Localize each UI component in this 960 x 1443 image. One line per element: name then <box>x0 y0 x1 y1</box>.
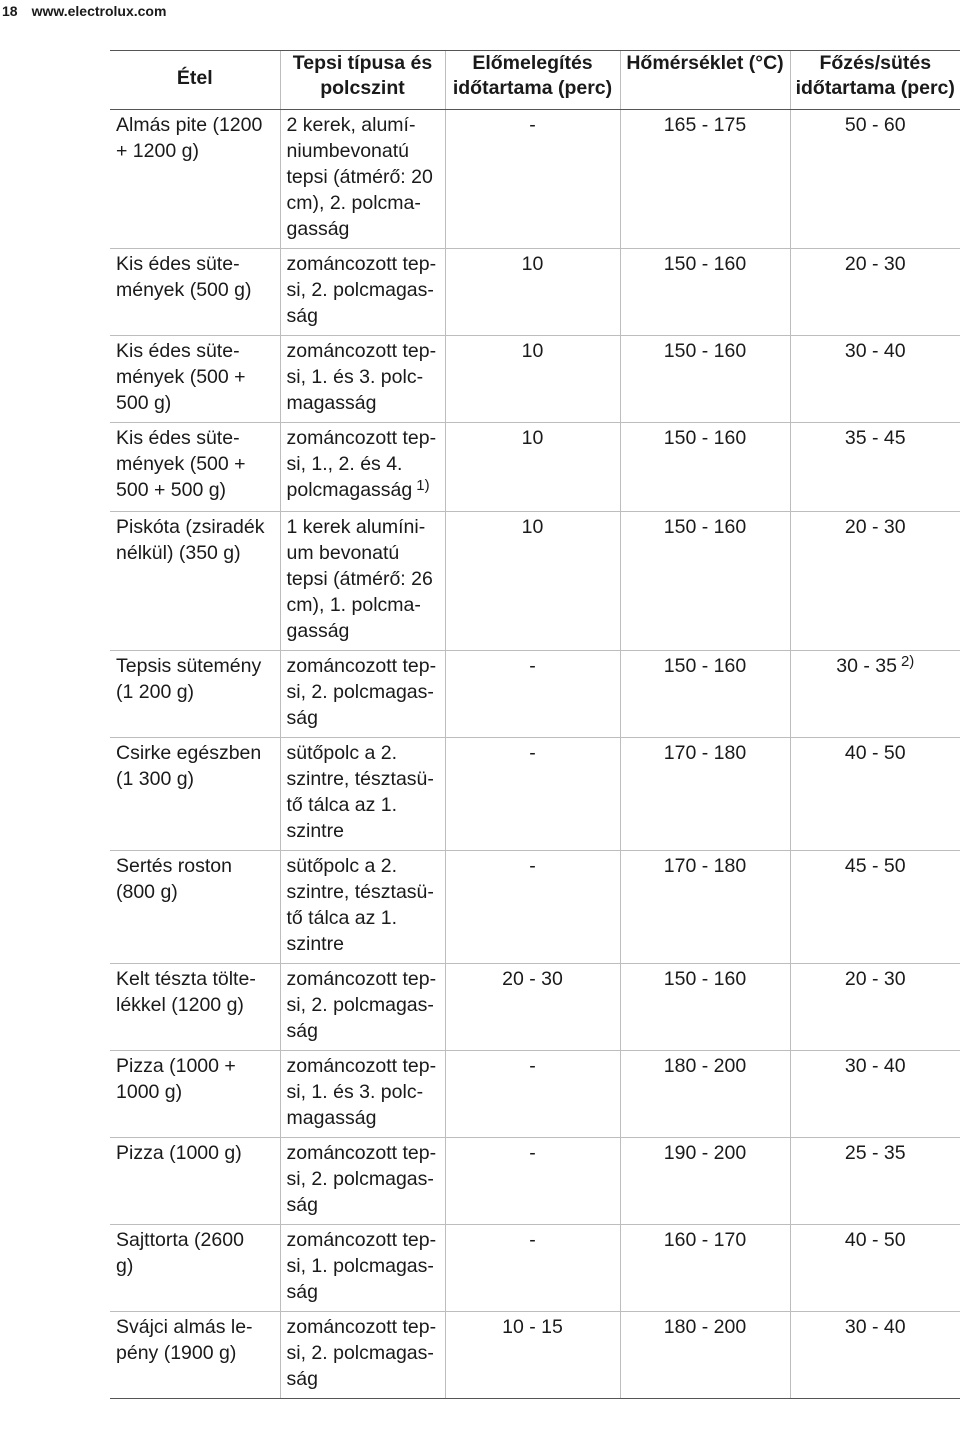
tray-cell <box>280 1138 445 1225</box>
preheat-cell <box>445 651 620 738</box>
temperature-cell <box>620 110 790 249</box>
time-cell <box>790 336 960 423</box>
preheat-cell-text: 10 <box>521 253 544 275</box>
tray-cell <box>280 651 445 738</box>
tray-cell <box>280 423 445 512</box>
temperature-cell <box>620 512 790 651</box>
preheat-cell <box>445 249 620 336</box>
footnote-marker: 2) <box>900 653 915 670</box>
table-row <box>110 651 960 738</box>
time-cell <box>790 1138 960 1225</box>
time-cell <box>790 1312 960 1399</box>
table-row <box>110 110 960 249</box>
temperature-cell-text: 170 - 180 <box>663 855 747 877</box>
column-header-temperature: Hőmérséklet (°C) <box>620 51 790 110</box>
preheat-cell-text: 10 <box>521 516 544 538</box>
preheat-cell-text: 10 - 15 <box>502 1316 563 1338</box>
column-header-food: Étel <box>110 51 280 110</box>
table-row <box>110 336 960 423</box>
table-header-row <box>110 51 960 110</box>
preheat-cell <box>445 110 620 249</box>
preheat-cell-text: - <box>529 1142 536 1164</box>
food-cell <box>110 1312 280 1399</box>
tray-cell <box>280 110 445 249</box>
table-row <box>110 1312 960 1399</box>
time-cell-text: 40 - 50 <box>844 742 906 764</box>
preheat-cell-text: - <box>529 655 536 677</box>
time-cell <box>790 1225 960 1312</box>
temperature-cell-text: 150 - 160 <box>663 253 747 275</box>
tray-cell-text: zománcozott tep- si, 2. polcmagas- ság <box>286 253 437 327</box>
preheat-cell-text: - <box>529 1229 536 1251</box>
time-cell <box>790 512 960 651</box>
tray-cell <box>280 336 445 423</box>
column-header-preheat: Előmelegítés időtartama (perc) <box>445 51 620 110</box>
preheat-cell <box>445 1138 620 1225</box>
temperature-cell <box>620 423 790 512</box>
website-url: www.electrolux.com <box>31 3 167 19</box>
preheat-cell-text: 10 <box>521 427 544 449</box>
temperature-cell-text: 160 - 170 <box>663 1229 747 1251</box>
food-cell <box>110 336 280 423</box>
tray-cell <box>280 1312 445 1399</box>
preheat-cell-text: - <box>529 114 536 136</box>
table-row <box>110 1051 960 1138</box>
time-cell-text: 25 - 35 <box>844 1142 906 1164</box>
time-cell-text: 35 - 45 <box>844 427 906 449</box>
time-cell-text: 30 - 40 <box>844 1055 906 1077</box>
tray-cell <box>280 1051 445 1138</box>
table-row <box>110 1138 960 1225</box>
food-cell <box>110 1051 280 1138</box>
tray-cell-text: sütőpolc a 2. szintre, tésztasü- tő tálca az 1. szintre <box>286 742 434 842</box>
preheat-cell-text: 20 - 30 <box>502 968 563 990</box>
food-cell <box>110 110 280 249</box>
time-cell-text: 20 - 30 <box>844 253 906 275</box>
temperature-cell <box>620 249 790 336</box>
tray-cell-text: zománcozott tep- si, 2. polcmagas- ság <box>286 1316 437 1390</box>
table-row <box>110 423 960 512</box>
food-cell-text: Kis édes süte- mények (500 g) <box>116 253 252 301</box>
table-row <box>110 249 960 336</box>
temperature-cell <box>620 851 790 964</box>
time-cell <box>790 964 960 1051</box>
preheat-cell <box>445 738 620 851</box>
tray-cell-text: zománcozott tep- si, 2. polcmagas- ság <box>286 655 437 729</box>
preheat-cell-text: 10 <box>521 340 544 362</box>
tray-cell <box>280 1225 445 1312</box>
food-cell-text: Csirke egészben (1 300 g) <box>116 742 262 790</box>
tray-cell <box>280 964 445 1051</box>
time-cell-text: 30 - 40 <box>844 1316 906 1338</box>
food-cell <box>110 738 280 851</box>
preheat-cell <box>445 1051 620 1138</box>
time-cell-text: 20 - 30 <box>844 516 906 538</box>
food-cell <box>110 1138 280 1225</box>
temperature-cell-text: 150 - 160 <box>663 427 747 449</box>
tray-cell-text: zománcozott tep- si, 2. polcmagas- ság <box>286 968 437 1042</box>
time-cell <box>790 851 960 964</box>
time-cell <box>790 1051 960 1138</box>
food-cell-text: Piskóta (zsiradék nélkül) (350 g) <box>116 516 265 564</box>
temperature-cell <box>620 964 790 1051</box>
time-cell-text: 45 - 50 <box>844 855 906 877</box>
food-cell <box>110 249 280 336</box>
food-cell <box>110 851 280 964</box>
temperature-cell-text: 170 - 180 <box>663 742 747 764</box>
table-row <box>110 964 960 1051</box>
tray-cell-text: 2 kerek, alumí- niumbevonatú tepsi (átmérő: 20 cm), 2. polcma- gasság <box>286 114 433 240</box>
time-cell-text: 30 - 40 <box>844 340 906 362</box>
tray-cell-text: zománcozott tep- si, 1. és 3. polc- magasság <box>286 1055 437 1129</box>
preheat-cell-text: - <box>529 742 536 764</box>
time-cell <box>790 249 960 336</box>
table-row <box>110 851 960 964</box>
food-cell <box>110 423 280 512</box>
preheat-cell <box>445 1225 620 1312</box>
table-row <box>110 1225 960 1312</box>
food-cell <box>110 512 280 651</box>
preheat-cell <box>445 964 620 1051</box>
food-cell-text: Pizza (1000 + 1000 g) <box>116 1055 236 1103</box>
temperature-cell-text: 150 - 160 <box>663 340 747 362</box>
footnote-marker: 1) <box>416 477 430 494</box>
temperature-cell-text: 180 - 200 <box>663 1316 747 1338</box>
food-cell-text: Kelt tészta tölte- lékkel (1200 g) <box>116 968 256 1016</box>
tray-cell-text: zománcozott tep- si, 2. polcmagas- ság <box>286 1142 437 1216</box>
tray-cell-text: zománcozott tep- si, 1. és 3. polc- magasság <box>286 340 437 414</box>
page-header <box>0 0 166 22</box>
food-cell-text: Sertés roston (800 g) <box>116 855 232 903</box>
tray-cell-text: sütőpolc a 2. szintre, tésztasü- tő tálca az 1. szintre <box>286 855 434 955</box>
food-cell-text: Kis édes süte- mények (500 + 500 g) <box>116 340 246 414</box>
time-cell-text: 20 - 30 <box>844 968 906 990</box>
preheat-cell <box>445 1312 620 1399</box>
food-cell-text: Kis édes süte- mények (500 + 500 + 500 g) <box>116 427 246 501</box>
food-cell-text: Almás pite (1200 + 1200 g) <box>116 114 263 162</box>
preheat-cell-text: - <box>529 855 536 877</box>
food-cell-text: Sajttorta (2600 g) <box>116 1229 244 1277</box>
food-cell <box>110 1225 280 1312</box>
time-cell <box>790 423 960 512</box>
tray-cell-text: 1 kerek alumíni- um bevonatú tepsi (átmérő: 26 cm), 1. polcma- gasság <box>286 516 433 642</box>
time-cell <box>790 651 960 738</box>
temperature-cell <box>620 336 790 423</box>
temperature-cell-text: 190 - 200 <box>663 1142 747 1164</box>
temperature-cell <box>620 1138 790 1225</box>
preheat-cell <box>445 512 620 651</box>
time-cell <box>790 738 960 851</box>
time-cell <box>790 110 960 249</box>
preheat-cell <box>445 851 620 964</box>
column-header-tray: Tepsi típusa és polcszint <box>280 51 445 110</box>
tray-cell <box>280 249 445 336</box>
preheat-cell <box>445 336 620 423</box>
tray-cell <box>280 512 445 651</box>
temperature-cell-text: 150 - 160 <box>663 655 747 677</box>
temperature-cell-text: 165 - 175 <box>663 114 747 136</box>
preheat-cell <box>445 423 620 512</box>
temperature-cell-text: 150 - 160 <box>663 516 747 538</box>
temperature-cell <box>620 738 790 851</box>
time-cell-text: 50 - 60 <box>844 114 906 136</box>
table-row <box>110 738 960 851</box>
tray-cell <box>280 738 445 851</box>
temperature-cell <box>620 1225 790 1312</box>
table-row <box>110 512 960 651</box>
time-cell-text: 40 - 50 <box>844 1229 906 1251</box>
page-number: 18 <box>2 3 18 19</box>
preheat-cell-text: - <box>529 1055 536 1077</box>
column-header-time: Főzés/sütés időtartama (perc) <box>790 51 960 110</box>
temperature-cell <box>620 1051 790 1138</box>
food-cell-text: Pizza (1000 g) <box>116 1142 242 1164</box>
cooking-table <box>110 50 960 1399</box>
temperature-cell-text: 150 - 160 <box>663 968 747 990</box>
tray-cell-text: zománcozott tep- si, 1., 2. és 4. polcmagasság <box>286 427 437 501</box>
tray-cell <box>280 851 445 964</box>
temperature-cell <box>620 651 790 738</box>
tray-cell-text: zománcozott tep- si, 1. polcmagas- ság <box>286 1229 437 1303</box>
temperature-cell-text: 180 - 200 <box>663 1055 747 1077</box>
food-cell-text: Tepsis sütemény (1 200 g) <box>116 655 262 703</box>
food-cell <box>110 964 280 1051</box>
food-cell-text: Svájci almás le- pény (1900 g) <box>116 1316 253 1364</box>
time-cell-text: 30 - 35 <box>836 655 897 677</box>
food-cell <box>110 651 280 738</box>
table-body <box>110 110 960 1399</box>
temperature-cell <box>620 1312 790 1399</box>
